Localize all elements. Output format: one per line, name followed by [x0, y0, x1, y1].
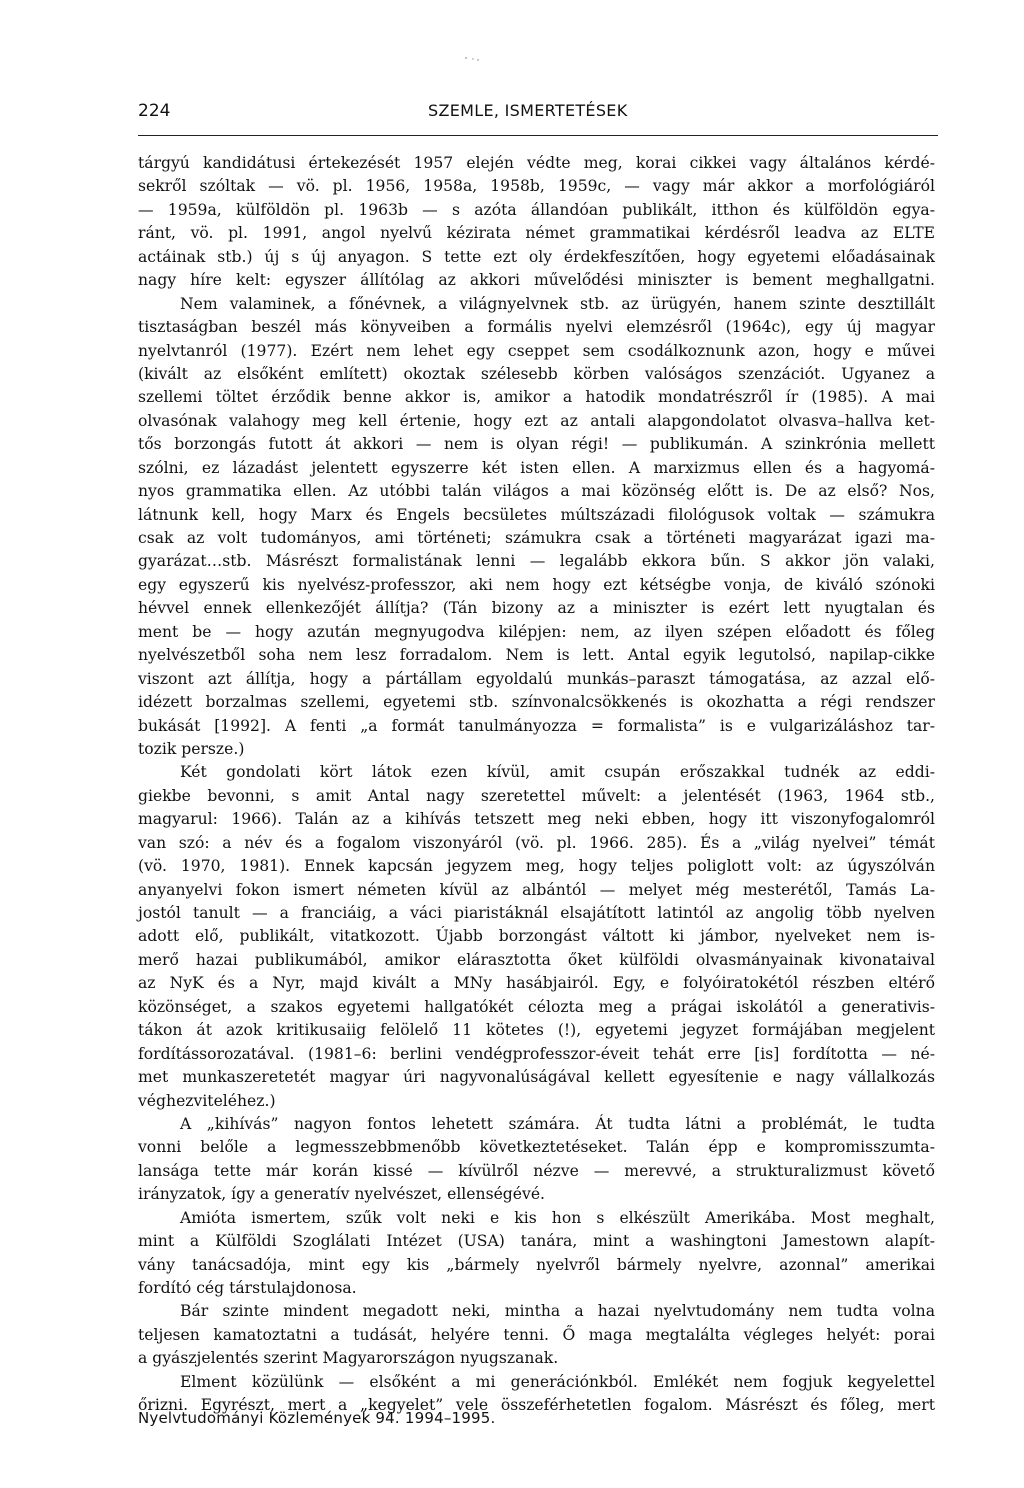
text-line: fordító cég társtulajdonosa. — [138, 1279, 357, 1297]
text-line: vány tanácsadója, mint egy kis „bármely nyelvről bármely nyelvre, azonnal” amerikai — [138, 1255, 935, 1274]
text-line: van szó: a név és a fogalom viszonyáról (vö. pl. 1966. 285). És a „világ nyelvei” témát — [138, 833, 935, 852]
text-line: tozik persze.) — [138, 739, 245, 758]
text-line: Két gondolati kört látok ezen kívül, amit csupán erőszakkal tudnék az eddi- — [180, 763, 935, 782]
text-line: véghezviteléhez.) — [138, 1091, 276, 1110]
body-text — [138, 152, 935, 1418]
text-line: giekbe bevonni, s amit Antal nagy szeretettel művelt: a jelentését (1963, 1964 stb., — [138, 786, 935, 805]
text-line: egy egyszerű kis nyelvész-professzor, aki nem hogy ezt kétségbe vonja, de kiváló szónoki — [138, 575, 935, 594]
text-line: bukását [1992]. A fenti „a formát tanulmányozza = formalista” is e vulgarizáláshoz tar- — [138, 716, 935, 735]
header-rule — [138, 135, 938, 136]
text-line: A „kihívás” nagyon fontos lehetett számára. Át tudta látni a problémát, le tudta — [180, 1114, 935, 1133]
text-line: sekről szóltak — vö. pl. 1956, 1958a, 1958b, 1959c, — vagy már akkor a morfológiáról — [138, 177, 935, 196]
text-line: (kivált az elsőként említett) okoztak szélesebb körben valóságos szenzációt. Ugyanez a — [138, 364, 935, 383]
text-line: teljesen kamatoztatni a tudását, helyére tenni. Ő maga megtalálta végleges helyét: porai — [138, 1325, 935, 1344]
text-line: tárgyú kandidátusi értekezését 1957 elején védte meg, korai cikkei vagy általános kérdé- — [138, 154, 935, 172]
text-line: őrizni. Egyrészt, mert a „kegyelet” vele összeférhetetlen fogalom. Másrészt és főleg, mert — [138, 1396, 935, 1415]
text-line: Bár szinte mindent megadott neki, mintha a hazai nyelvtudomány nem tudta volna — [180, 1302, 935, 1321]
text-line: fordítássorozatával. (1981–6: berlini vendégprofesszor-éveit tehát erre [is] fordította — né- — [138, 1044, 935, 1063]
text-line: Nem valaminek, a főnévnek, a világnyelvnek stb. az ürügyén, hanem szinte desztillált — [180, 294, 935, 313]
text-line: — 1959a, külföldön pl. 1963b — s azóta állandóan publikált, itthon és külföldön egya- — [138, 200, 935, 219]
text-line: olvasónak valahogy meg kell értenie, hogy ezt az antali alapgondolatot olvasva–hallva ket- — [138, 411, 935, 430]
text-line: lansága tette már korán kissé — kívülről nézve — merevvé, a strukturalizmust követő — [138, 1161, 935, 1180]
text-line: actáinak stb.) új s új anyagon. S tette ezt oly érdekfeszítően, hogy egyetemi előadásainak — [138, 247, 935, 266]
text-line: ment be — hogy azután megnyugodva kilépjen: nem, az ilyen szépen előadott és főleg — [138, 622, 935, 641]
text-line: Elment közülünk — elsőként a mi generációnkból. Emlékét nem fogjuk kegyelettel — [180, 1372, 935, 1391]
text-line: anyanyelvi fokon ismert németen kívül az albántól — melyet még mesterétől, Tamás La- — [138, 880, 935, 899]
text-line: az NyK és a Nyr, majd kivált a MNy hasábjairól. Egy, e folyóiratokétól részben eltérő — [138, 974, 935, 993]
text-line: mint a Külföldi Szoglálati Intézet (USA) tanára, mint a washingtoni Jamestown alapít- — [138, 1232, 935, 1251]
text-line: jostól tanult — a franciáig, a váci piaristáknál elsajátított latintól az angolig több nyelven — [138, 904, 935, 922]
running-title: SZEMLE, ISMERTETÉSEK — [428, 101, 628, 120]
text-line: látnunk kell, hogy Marx és Engels becsületes múltszázadi filológusok voltak — számukra — [138, 505, 935, 524]
journal-footer: Nyelvtudományi Közlemények 94. 1994–1995. — [138, 1409, 496, 1427]
text-line: tisztaságban beszél más könyveiben a formális nyelvi elemzésről (1964c), egy új magyar — [138, 318, 935, 337]
text-line: nagy híre kelt: egyszer állítólag az akkori művelődési miniszter is bement meghallgatni. — [138, 271, 935, 290]
text-line: közönséget, a szakos egyetemi hallgatókét célozta meg a prágai iskolától a generativis- — [138, 997, 935, 1016]
text-line: viszont azt állítja, hogy a pártállam egyoldalú munkás–paraszt támogatása, az azzal elő- — [138, 669, 935, 688]
text-line: tős borzongás futott át akkori — nem is olyan régi! — publikumán. A szinkrónia mellett — [138, 435, 935, 454]
text-line: idézett borzalmas szellemi, egyetemi stb. színvonalcsökkenés is okozhatta a régi rendszer — [138, 693, 935, 712]
page-number: 224 — [138, 101, 171, 121]
text-line: merő hazai publikumából, amikor elárasztotta őket külföldi olvasmányainak kivonataival — [138, 950, 935, 969]
text-line: ránt, vö. pl. 1991, angol nyelvű kézirata német grammatikai kérdésről leadva az ELTE — [138, 224, 935, 243]
text-line: met munkaszeretetét magyar úri nagyvonalúságával kellett egyesítenie e nagy vállalkozás — [138, 1068, 935, 1087]
text-line: a gyászjelentés szerint Magyarországon nyugszanak. — [138, 1349, 559, 1368]
text-line: (vö. 1970, 1981). Ennek kapcsán jegyzem meg, hogy teljes poliglott volt: az úgyszólván — [138, 857, 935, 876]
text-line: Amióta ismertem, szűk volt neki e kis hon s elkészült Amerikába. Most meghalt, — [180, 1208, 935, 1227]
text-line: nyelvészetből soha nem lesz forradalom. Nem is lett. Antal egyik legutolsó, napilap-cikke — [138, 646, 935, 665]
scan-speck — [464, 56, 480, 62]
text-line: gyarázat…stb. Másrészt formalistának lenni — legalább ekkora bűn. S akkor jön valaki, — [138, 552, 935, 571]
page-header — [138, 101, 938, 129]
text-line: tákon át azok kritikusaiig felölelő 11 kötetes (!), egyetemi jegyzet formájában megjelent — [138, 1021, 935, 1040]
text-line: szólni, ez lázadást jelentett egyszerre két isten ellen. A marxizmus ellen és a hagyomá- — [138, 458, 935, 477]
text-line: nyelvtanról (1977). Ezért nem lehet egy cseppet sem csodálkoznunk azon, hogy e művei — [138, 341, 935, 360]
text-line: hévvel ennek ellenkezőjét állítja? (Tán bizony az a miniszter is ezért lett nyugtalan és — [138, 599, 935, 618]
text-line: irányzatok, így a generatív nyelvészet, ellenségévé. — [138, 1185, 546, 1204]
text-line: magyarul: 1966). Talán az a kihívás tetszett meg neki ebben, hogy itt viszonyfogalomról — [138, 810, 935, 829]
text-line: nyos grammatika ellen. Az utóbbi talán világos a mai közönség előtt is. De az első? Nos, — [138, 482, 935, 501]
text-line: szellemi töltet érződik benne akkor is, amikor a hatodik mondatrészről ír (1985). A mai — [138, 388, 935, 407]
text-line: vonni belőle a legmesszebbmenőbb következtetéseket. Talán épp e kompromisszumta- — [138, 1138, 935, 1157]
text-line: csak az volt tudományos, ami történeti; számukra csak a történeti magyarázat igazi ma- — [138, 529, 935, 547]
text-line: adott elő, publikált, vitatkozott. Újabb borzongást váltott ki jámbor, nyelveket nem is- — [138, 927, 935, 946]
